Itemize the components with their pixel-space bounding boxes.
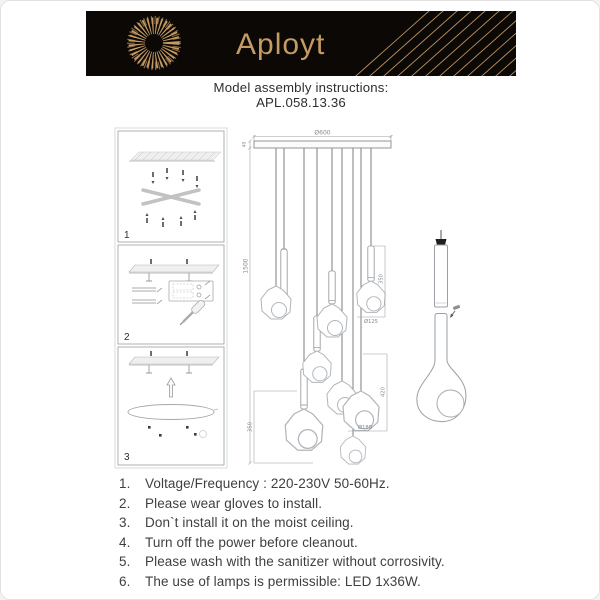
dim-lower-pendant-diameter: Ø180 [358,425,372,431]
brand-name: Aployt [236,28,326,61]
cord-cap [436,239,447,245]
wire-symbols [132,288,162,304]
dim-lower-pendant-height: 420 [380,387,387,397]
item-text: Turn off the power before cleanout. [145,534,358,550]
page-title: Model assembly instructions: [213,80,389,95]
dim-overall-height: 1500 [242,258,250,274]
detail-tube [435,245,448,307]
sunburst-logo-icon [131,20,177,66]
list-item [119,552,519,572]
screwdriver-icon [178,299,206,327]
pendant-detail [417,230,466,422]
item-number: 3. [119,515,131,531]
screw-arrow-icon [450,305,460,318]
item-text: Don`t install it on the moist ceiling. [145,515,354,531]
item-text: Please wash with the sanitizer without corrosivity. [145,554,445,570]
item-number: 2. [119,495,131,511]
list-item [119,513,519,533]
pendant-drawing [242,130,393,465]
canopy-disc [128,405,214,420]
item-number: 6. [119,573,131,589]
brand-banner [86,11,516,76]
ceiling-plate [254,141,391,148]
list-item [119,533,519,553]
dim-upper-pendant-diameter: Ø125 [364,319,378,325]
dim-bottom-pendant-height: 350 [247,422,254,432]
list-item [119,572,519,592]
item-text: Please wear gloves to install. [145,495,323,511]
banner-art [86,11,516,76]
mounting-bracket [143,190,199,204]
step2-diagram [124,259,219,343]
model-number: APL.058.13.36 [256,95,346,110]
fan-lines-decoration [348,11,516,76]
item-text: Voltage/Frequency : 220-230V 50-60Hz. [145,476,390,491]
step1-number: 1 [124,230,130,241]
up-arrow-icon [167,378,175,397]
detail-bulb [437,390,464,417]
item-text: The use of lamps is permissible: LED 1x36W. [145,573,421,589]
step1-diagram [124,152,221,241]
terminal-block [169,281,213,301]
canopy-screws [148,426,207,438]
list-item [119,474,519,494]
item-number: 1. [119,476,131,491]
step2-number: 2 [124,332,130,343]
list-item [119,494,519,514]
assembly-diagram [1,126,600,471]
dim-upper-pendant-height: 350 [378,274,385,284]
dim-canopy-diameter: Ø600 [314,129,331,137]
item-number: 5. [119,554,131,570]
step3-diagram [124,351,219,463]
instruction-list [119,474,519,592]
title-block [1,80,600,110]
glass-shades [261,281,385,464]
dim-canopy-thickness: 40 [242,141,248,148]
item-number: 4. [119,534,131,550]
step3-number: 3 [124,452,130,463]
